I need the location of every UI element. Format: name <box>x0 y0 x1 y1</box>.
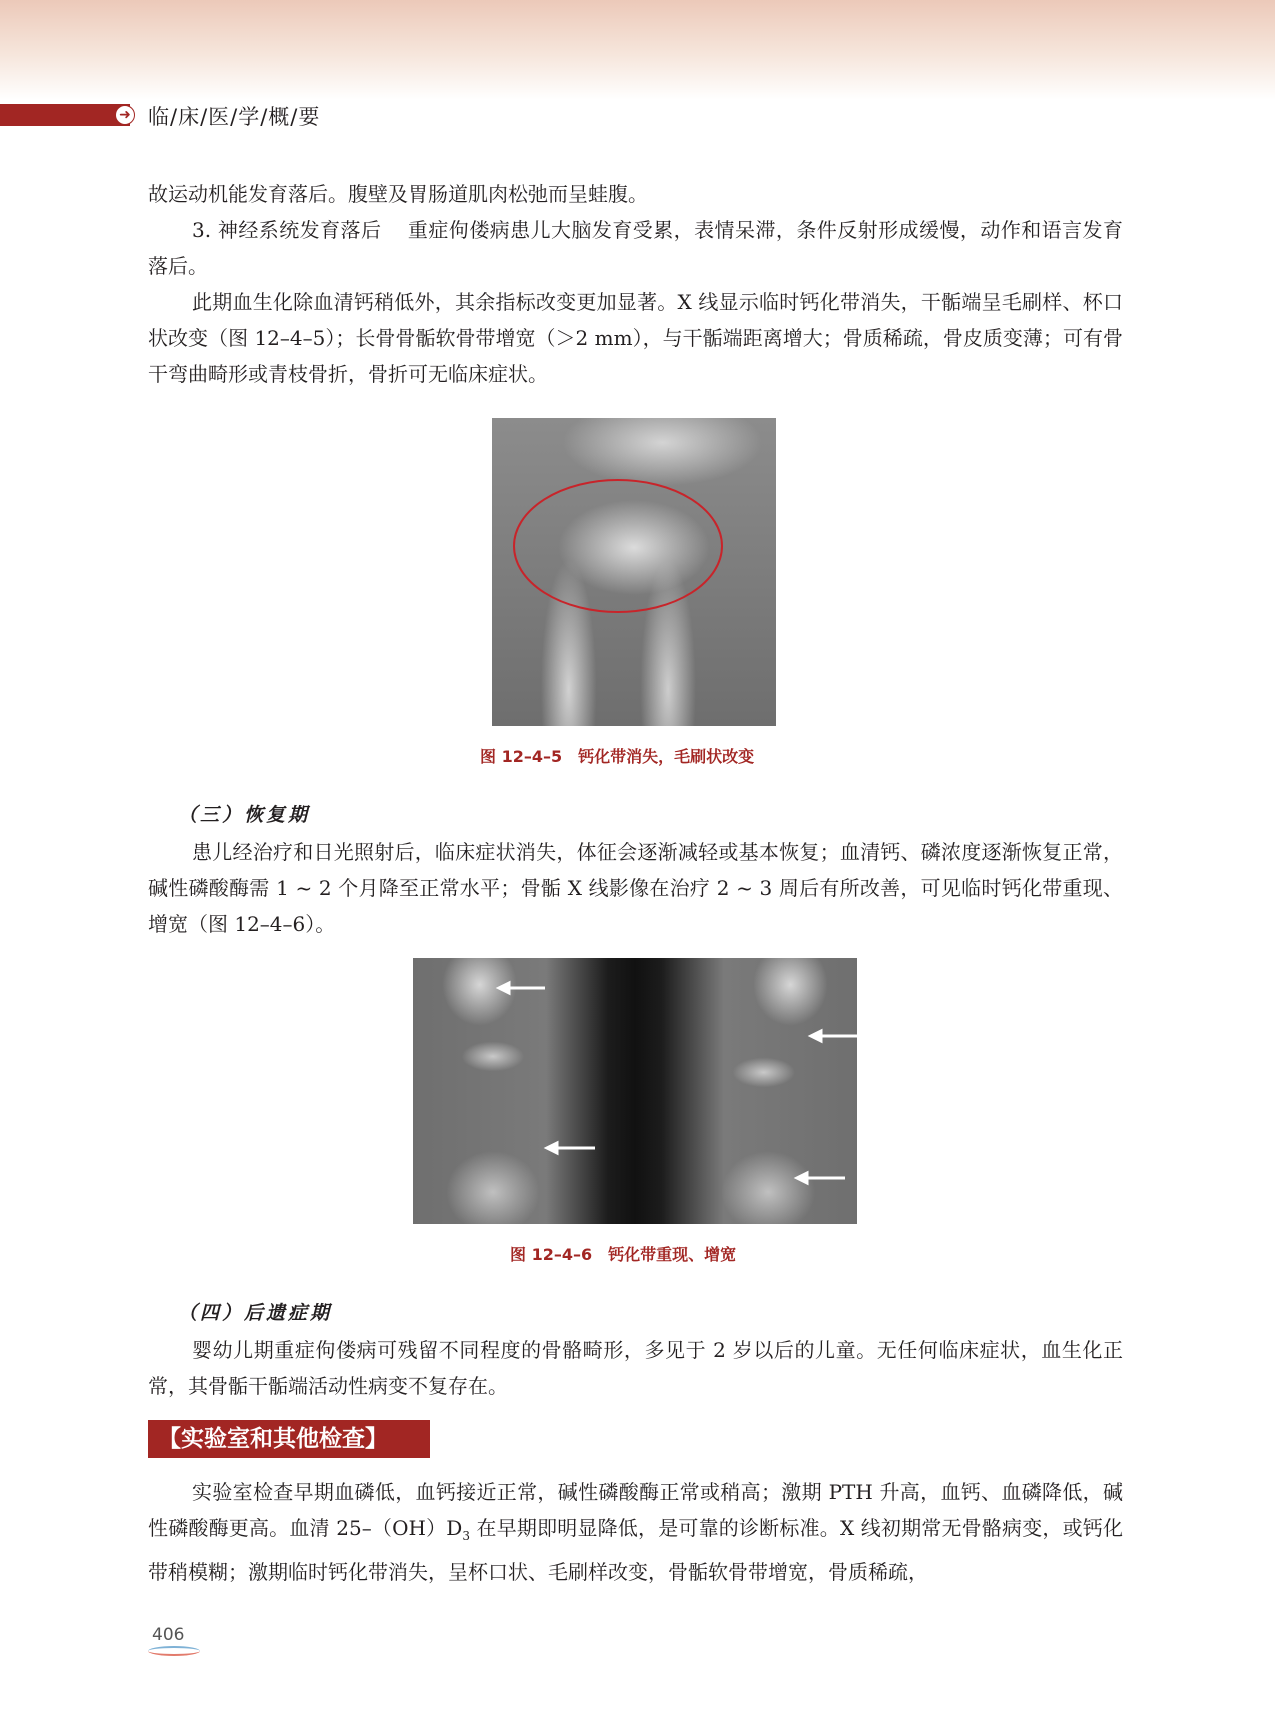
arrow-annotations <box>413 958 857 1224</box>
figure-caption-text: 钙化带消失，毛刷状改变 <box>578 747 755 766</box>
figure-label: 图 12–4–5 <box>480 747 563 766</box>
arrow-right-circle-icon: ➜ <box>115 105 135 125</box>
section-heading-sequelae: （四）后遗症期 <box>178 1302 333 1324</box>
paragraph-2 <box>148 212 1123 284</box>
paragraph-6-part1: 实验室检查早期血磷低，血钙接近正常，碱性磷酸酶正常或稍高；激期 PTH 升高，血钙、血磷降低，碱性磷酸酶更高。血清 25–（OH）D <box>148 1480 1123 1540</box>
red-circle-annotation <box>492 418 776 726</box>
xray-image-wrist <box>492 418 776 726</box>
page-top-band <box>0 0 1275 100</box>
paragraph-2-body: 重症佝偻病患儿大脑发育受累，表情呆滞，条件反射形成缓慢，动作和语言发育落后。 <box>148 218 1124 278</box>
paragraph-4: 患儿经治疗和日光照射后，临床症状消失，体征会逐渐减轻或基本恢复；血清钙、磷浓度逐渐恢复正常，碱性磷酸酶需 1 ~ 2 个月降至正常水平；骨骺 X 线影像在治疗 2 ~ 3 周后有所改善，可见临时钙化带重现、增宽（图 12–4–6）。 <box>148 840 1123 936</box>
figure-caption-12-4-6 <box>510 1242 736 1265</box>
page-number-swoosh <box>148 1646 200 1656</box>
paragraph-6-part2: 在早期即明显降低，是可靠的诊断标准。X 线初期常无骨骼病变，或钙化带稍模糊；激期临时钙化带消失，呈杯口状、毛刷样改变，骨骺软骨带增宽，骨质稀疏， <box>148 1516 1124 1584</box>
subscript-3: 3 <box>462 1529 470 1543</box>
figure-label: 图 12–4–6 <box>510 1245 593 1264</box>
paragraph-6 <box>148 1474 1123 1590</box>
paragraph-3: 此期血生化除血清钙稍低外，其余指标改变更加显著。X 线显示临时钙化带消失，干骺端呈毛刷样、杯口状改变（图 12–4–5）；长骨骨骺软骨带增宽（＞2 mm），与干骺端距离增大；骨质稀疏，骨皮质变薄；可有骨干弯曲畸形或青枝骨折，骨折可无临床症状。 <box>148 290 1123 386</box>
figure-caption-12-4-5 <box>480 744 754 767</box>
paragraph-2-lead: 3. 神经系统发育落后 <box>192 218 382 242</box>
paragraph-5: 婴幼儿期重症佝偻病可残留不同程度的骨骼畸形，多见于 2 岁以后的儿童。无任何临床症状，血生化正常，其骨骺干骺端活动性病变不复存在。 <box>148 1338 1123 1398</box>
running-header-title: 临/床/医/学/概/要 <box>148 105 321 129</box>
page-number: 406 <box>152 1625 185 1645</box>
figure-caption-text: 钙化带重现、增宽 <box>608 1245 737 1264</box>
section-title-lab-exams: 【实验室和其他检查】 <box>148 1420 430 1458</box>
section-heading-recovery: （三）恢复期 <box>178 804 311 826</box>
paragraph-1: 故运动机能发育落后。腹壁及胃肠道肌肉松弛而呈蛙腹。 <box>148 182 648 206</box>
xray-image-knees <box>413 958 857 1224</box>
header-accent-bar <box>0 104 130 126</box>
